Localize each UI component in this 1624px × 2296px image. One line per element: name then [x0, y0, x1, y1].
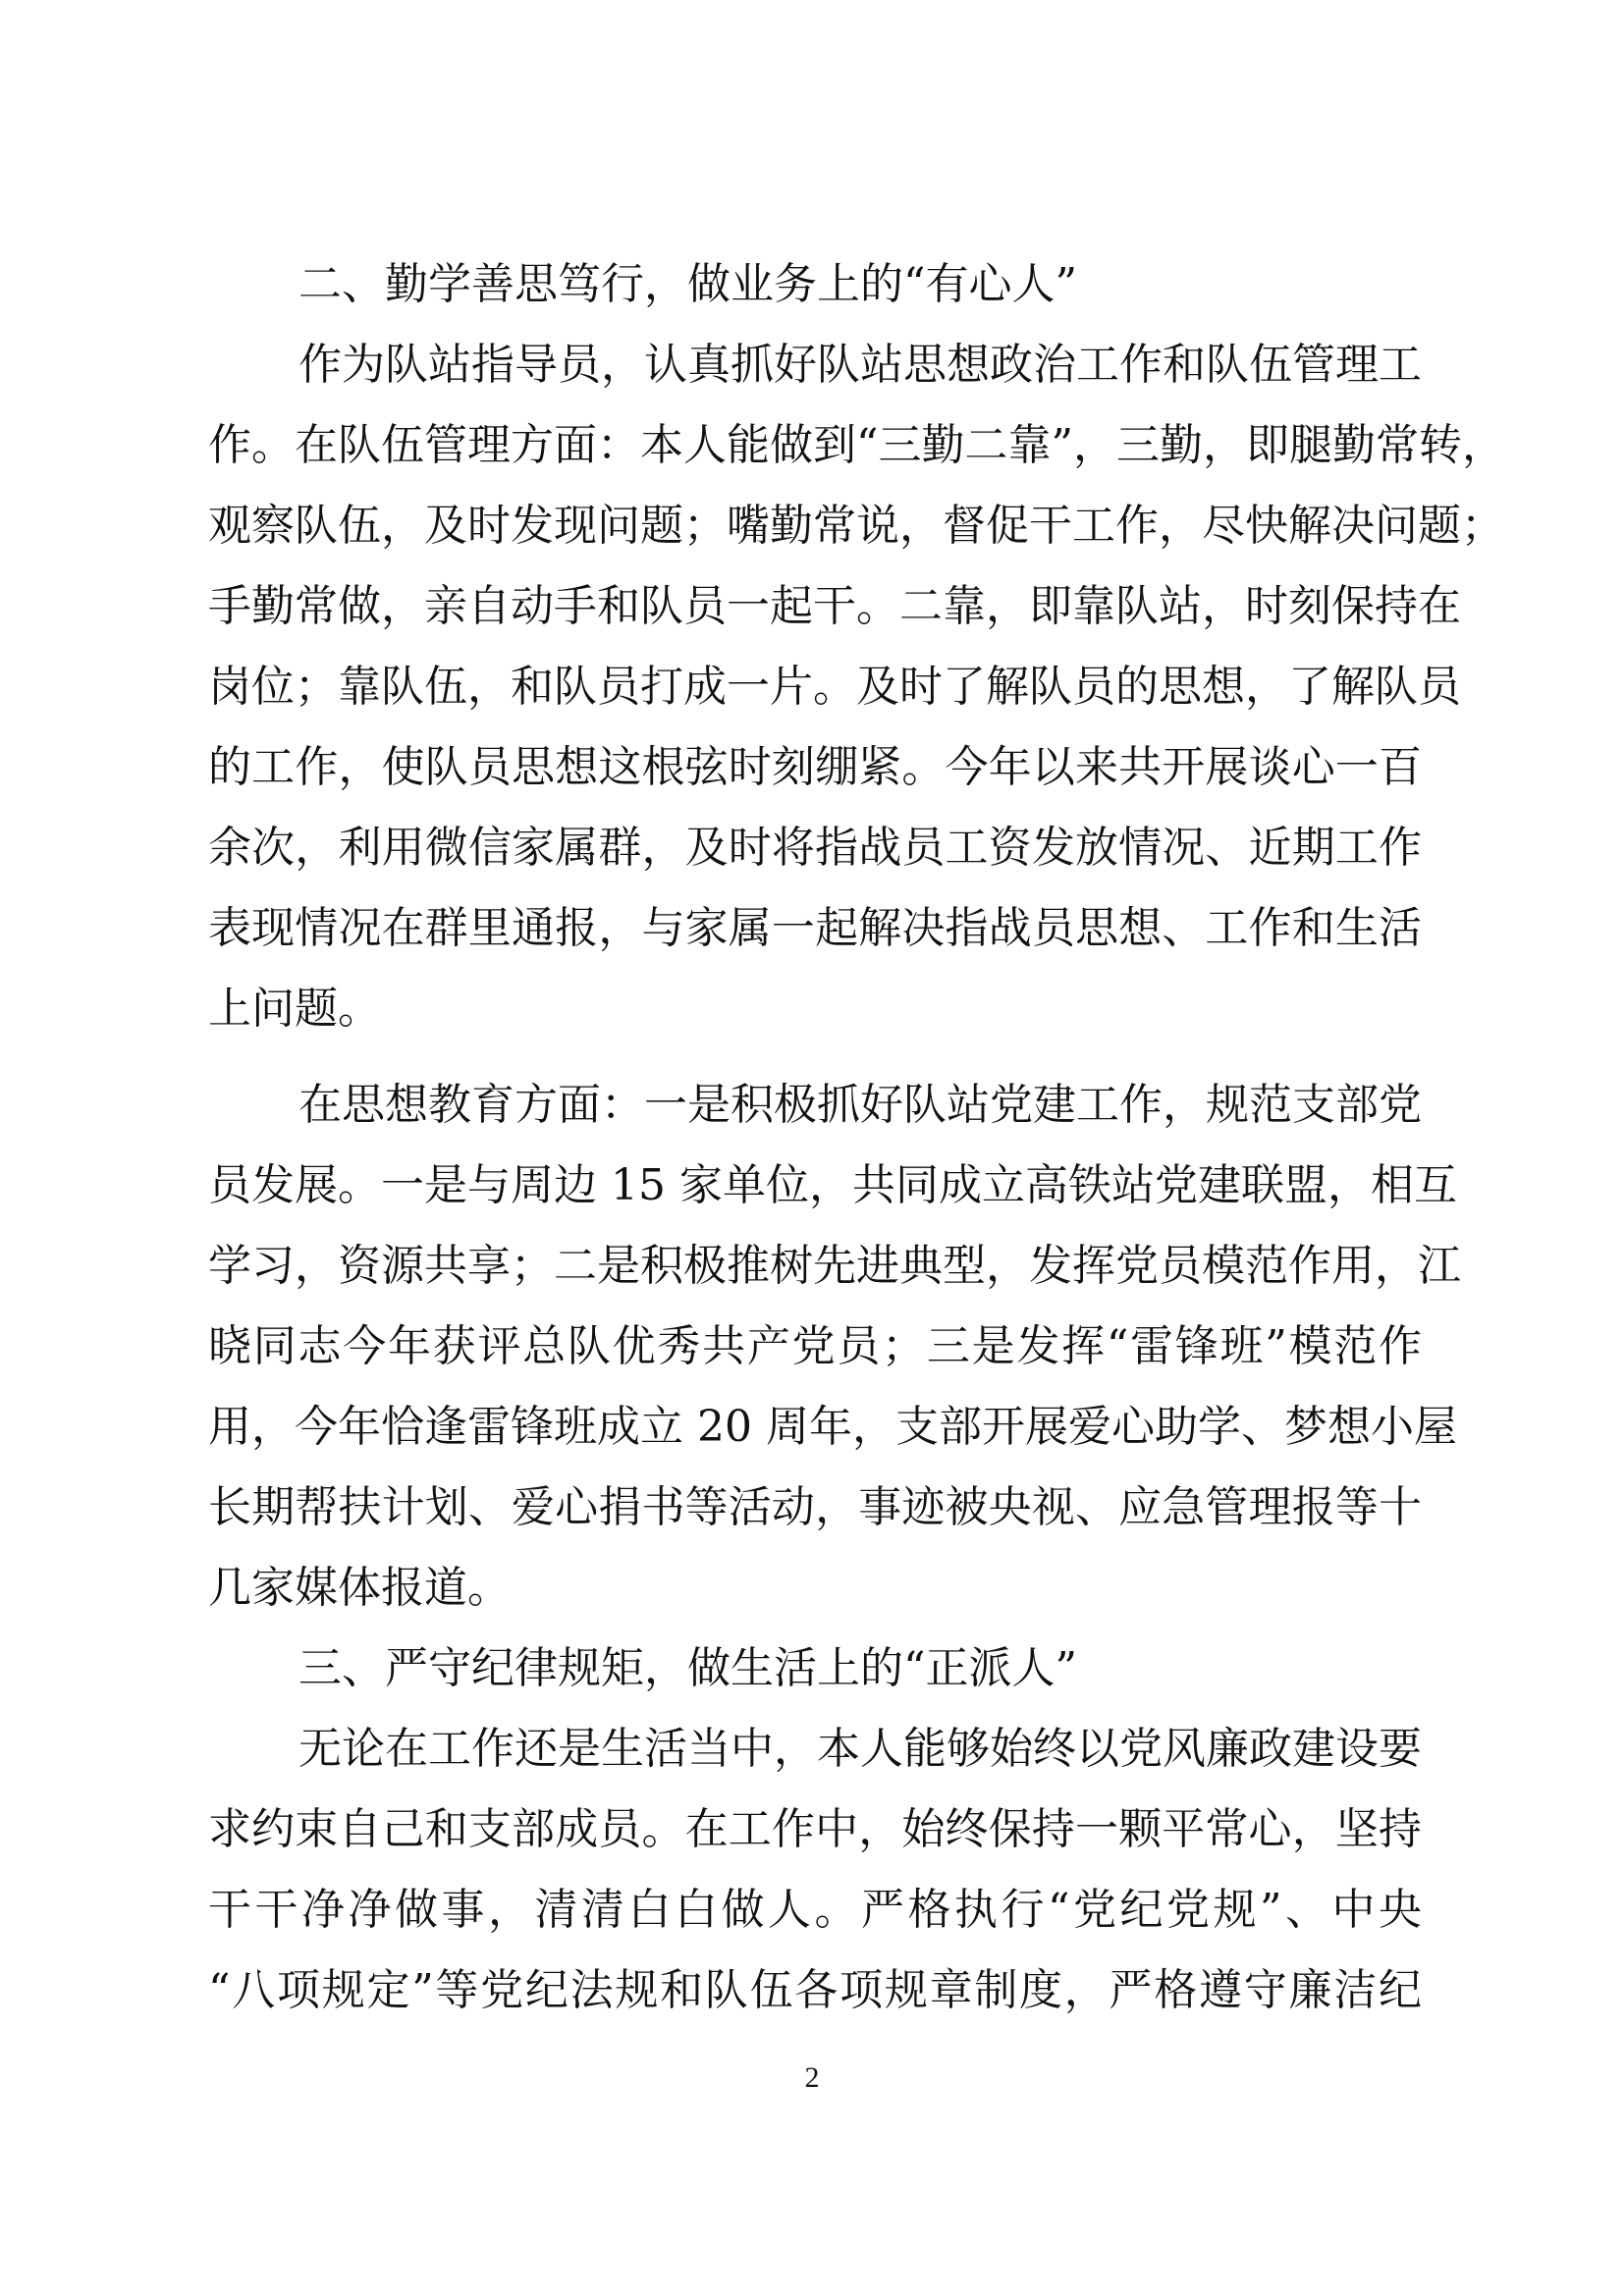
- text-line: 上问题。: [208, 984, 381, 1034]
- text-line: “八项规定”等党纪法规和队伍各项规章制度，严格遵守廉洁纪: [208, 1965, 1422, 2015]
- text-line: 手勤常做，亲自动手和队员一起干。二靠，即靠队站，时刻保持在: [208, 581, 1461, 631]
- text-line: 岗位；靠队伍，和队员打成一片。及时了解队员的思想，了解队员: [208, 662, 1461, 712]
- text-line: 的工作，使队员思想这根弦时刻绷紧。今年以来共开展谈心一百: [208, 742, 1422, 792]
- text-line: 观察队伍，及时发现问题；嘴勤常说，督促干工作，尽快解决问题；: [208, 501, 1504, 551]
- section-heading: 二、勤学善思笃行，做业务上的“有心人”: [298, 259, 1077, 309]
- text-line: 表现情况在群里通报，与家属一起解决指战员思想、工作和生活: [208, 903, 1422, 953]
- text-line: 晓同志今年获评总队优秀共产党员；三是发挥“雷锋班”模范作: [208, 1321, 1422, 1371]
- text-line: 在思想教育方面：一是积极抓好队站党建工作，规范支部党: [298, 1080, 1422, 1130]
- text-line: 员发展。一是与周边 15 家单位，共同成立高铁站党建联盟，相互: [208, 1160, 1457, 1210]
- page-number: 2: [804, 2061, 820, 2094]
- text-line: 作。在队伍管理方面：本人能做到“三勤二靠”，三勤，即腿勤常转，: [208, 420, 1505, 470]
- paragraph: [208, 325, 1505, 1049]
- text-line: 学习，资源共享；二是积极推树先进典型，发挥党员模范作用，江: [208, 1241, 1461, 1291]
- paragraph: [208, 1709, 1422, 2031]
- text-line: 余次，利用微信家属群，及时将指战员工资发放情况、近期工作: [208, 823, 1422, 873]
- paragraph: [208, 1065, 1461, 1629]
- text-line: 求约束自己和支部成员。在工作中，始终保持一颗平常心，坚持: [208, 1804, 1422, 1854]
- text-line: 作为队站指导员，认真抓好队站思想政治工作和队伍管理工: [298, 340, 1422, 390]
- text-line: 干干净净做事，清清白白做人。严格执行“党纪党规”、中央: [208, 1885, 1422, 1935]
- text-line: 用，今年恰逢雷锋班成立 20 周年，支部开展爱心助学、梦想小屋: [208, 1402, 1457, 1452]
- document-body: [208, 244, 1505, 2031]
- text-line: 无论在工作还是生活当中，本人能够始终以党风廉政建设要: [298, 1724, 1422, 1774]
- section-heading: 三、严守纪律规矩，做生活上的“正派人”: [298, 1643, 1077, 1693]
- text-line: 几家媒体报道。: [208, 1563, 511, 1613]
- text-line: 长期帮扶计划、爱心捐书等活动，事迹被央视、应急管理报等十: [208, 1482, 1422, 1532]
